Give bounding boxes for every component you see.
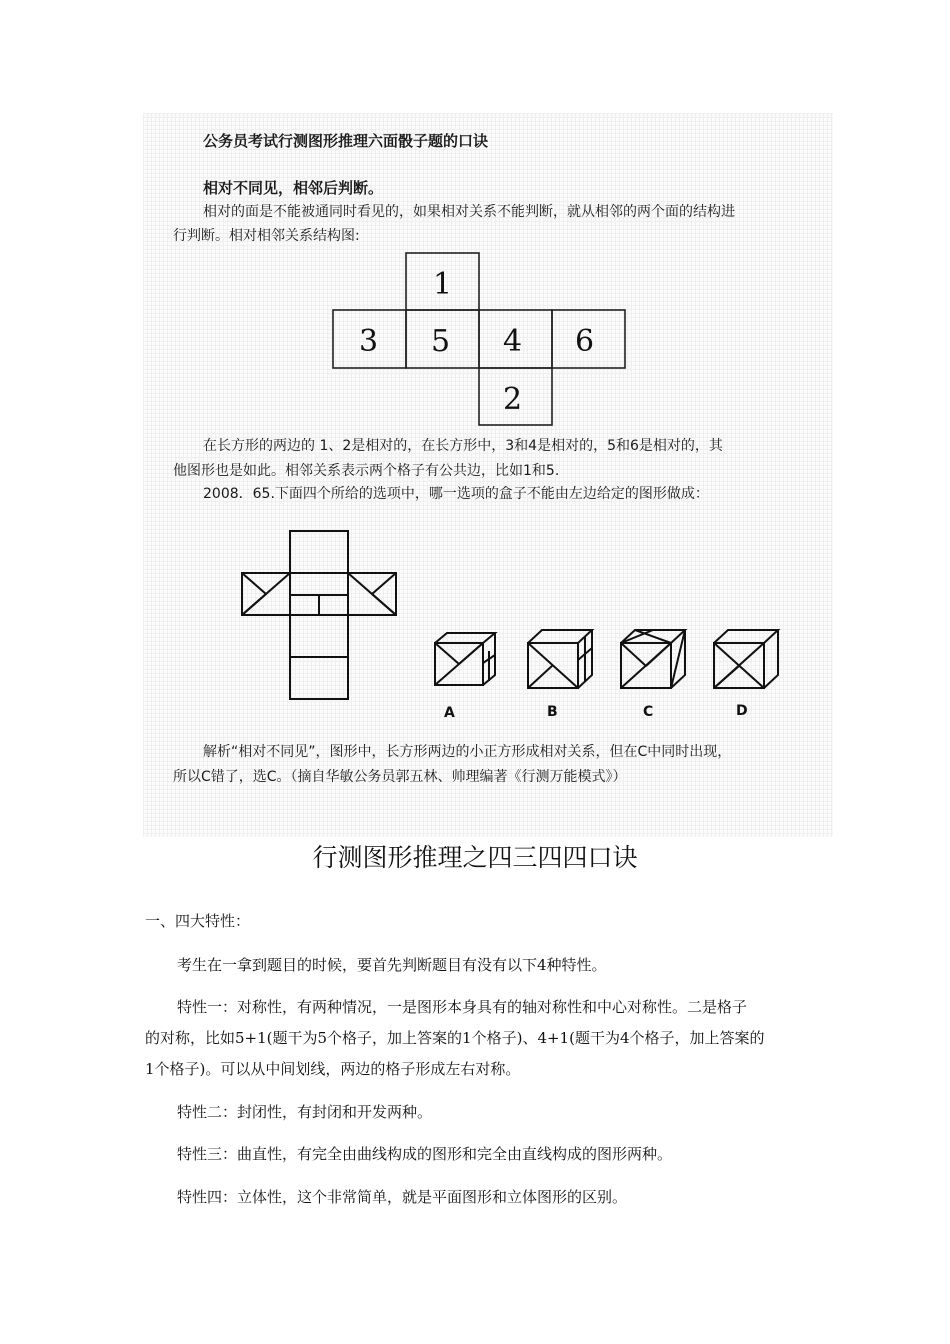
feature1-line3: 1个格子)。可以从中间划线，两边的格子形成左右对称。	[145, 1060, 521, 1078]
feature3-paragraph: 特性三：曲直性，有完全由曲线构成的图形和完全由直线构成的图形两种。	[177, 1145, 673, 1163]
scan-para2-line2: 他图形也是如此。相邻关系表示两个格子有公共边，比如1和5.	[173, 463, 560, 479]
option-label-d: D	[736, 703, 748, 719]
scan-para2-line1: 在长方形的两边的 1、2是相对的，在长方形中，3和4是相对的，5和6是相对的，其	[203, 438, 723, 454]
scan-rule: 相对不同见，相邻后判断。	[203, 179, 384, 197]
option-label-c: C	[643, 704, 654, 720]
feature1-line2: 的对称，比如5+1(题干为5个格子，加上答案的1个格子)、4+1(题干为4个格子，加上答案的	[145, 1029, 765, 1047]
intro-paragraph: 考生在一拿到题目的时候，要首先判断题目有没有以下4种特性。	[177, 956, 607, 974]
option-label-a: A	[444, 705, 455, 721]
scan-analysis-line2: 所以C错了，选C。（摘自华敏公务员郭五林、帅理编著《行测万能模式》）	[173, 769, 627, 785]
option-cube-b	[528, 630, 592, 688]
feature4-paragraph: 特性四：立体性，这个非常简单，就是平面图形和立体图形的区别。	[177, 1188, 628, 1206]
option-cube-d	[714, 630, 778, 688]
net-number-2: 2	[503, 382, 523, 417]
net-number-4: 4	[503, 324, 523, 359]
option-cube-a	[435, 633, 495, 685]
option-label-b: B	[547, 704, 558, 720]
scan-para1-line2: 行判断。相对相邻关系结构图:	[173, 228, 360, 244]
scan-title: 公务员考试行测图形推理六面骰子题的口诀	[203, 132, 489, 150]
section-heading-1: 一、四大特性：	[145, 912, 251, 930]
scan-question: 2008．65.下面四个所给的选项中，哪一选项的盒子不能由左边给定的图形做成：	[203, 486, 709, 502]
article-heading: 行测图形推理之四三四四口诀	[312, 843, 638, 872]
net-number-6: 6	[575, 324, 595, 359]
scan-para1-line1: 相对的面是不能被通同时看见的，如果相对关系不能判断，就从相邻的两个面的结构进	[203, 204, 735, 220]
scanned-figure	[143, 113, 833, 837]
net-number-3: 3	[359, 324, 379, 359]
feature2-paragraph: 特性二：封闭性，有封闭和开发两种。	[177, 1103, 433, 1121]
net-number-5: 5	[431, 324, 451, 359]
net-number-1: 1	[433, 267, 453, 302]
folding-pattern	[242, 531, 396, 699]
option-cube-c	[621, 630, 685, 688]
scan-analysis-line1: 解析“相对不同见”，图形中，长方形两边的小正方形成相对关系，但在C中同时出现，	[203, 744, 732, 760]
feature1-line1: 特性一：对称性，有两种情况，一是图形本身具有的轴对称性和中心对称性。二是格子	[177, 998, 748, 1016]
